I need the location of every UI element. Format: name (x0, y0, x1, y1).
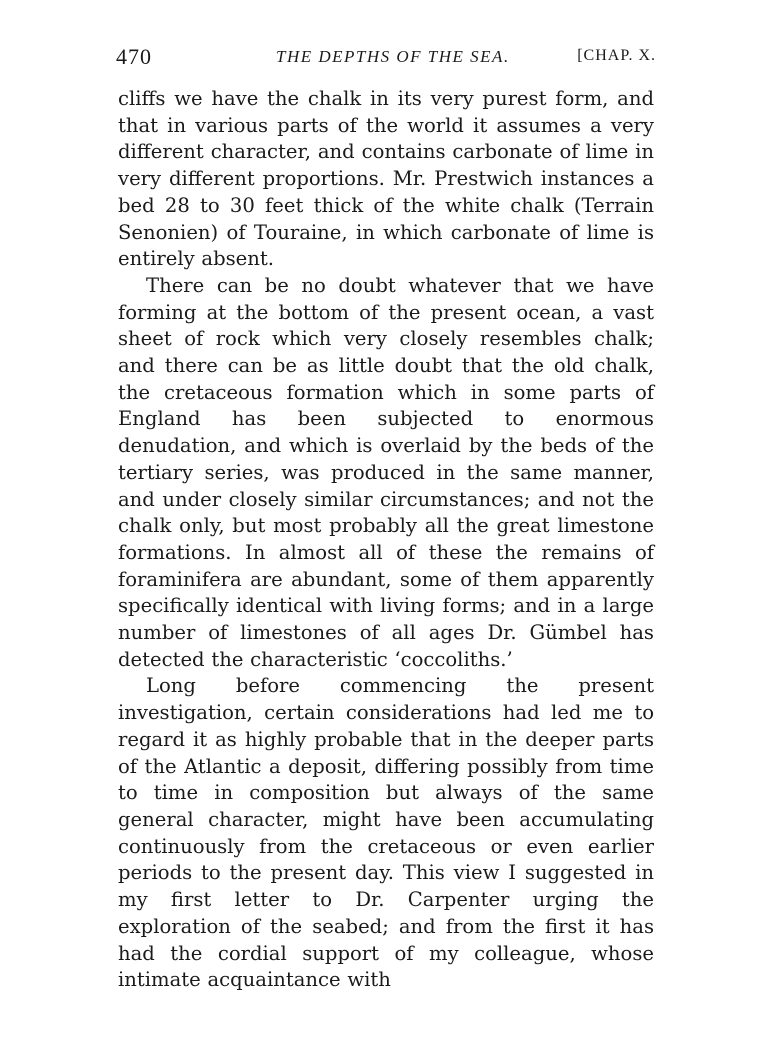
paragraph: There can be no doubt whatever that we have forming at the bottom of the present ocean, a vast sheet of rock which very closely resembles chalk; and there can be as little doubt that the old chalk, the cretaceous formation which in some parts of England has been subjected to enormous denudation, and which is overlaid by the beds of the tertiary series, was produced in the same manner, and under closely similar circumstances; and not the chalk only, but most probably all the great limestone formations. In almost all of these the remains of foraminifera are abundant, some of them apparently specifically identical with living forms; and in a large number of limestones of all ages Dr. Gümbel has detected the characteristic ‘coccoliths.’ (118, 273, 654, 671)
chapter-reference: [CHAP. X. (577, 47, 656, 64)
page-number: 470 (116, 44, 152, 69)
running-head (116, 44, 656, 74)
paragraph-continuation: cliffs we have the chalk in its very purest form, and that in various parts of the world it assumes a very different character, and contains carbonate of lime in very different proportions. Mr. Prestwich instances a bed 28 to 30 feet thick of the white chalk (Terrain Senonien) of Touraine, in which carbonate of lime is entirely absent. (118, 87, 654, 271)
running-title: THE DEPTHS OF THE SEA. (276, 47, 510, 66)
body-text (118, 86, 654, 994)
paragraph: Long before commencing the present investigation, certain considerations had led me to regard it as highly probable that in the deeper parts of the Atlantic a deposit, differing possibly from time to time in composition but always of the same general character, might have been accumulating continuously from the cretaceous or even earlier periods to the present day. This view I suggested in my first letter to Dr. Carpenter urging the exploration of the seabed; and from the first it has had the cordial support of my colleague, whose intimate acquaintance with (118, 674, 654, 992)
